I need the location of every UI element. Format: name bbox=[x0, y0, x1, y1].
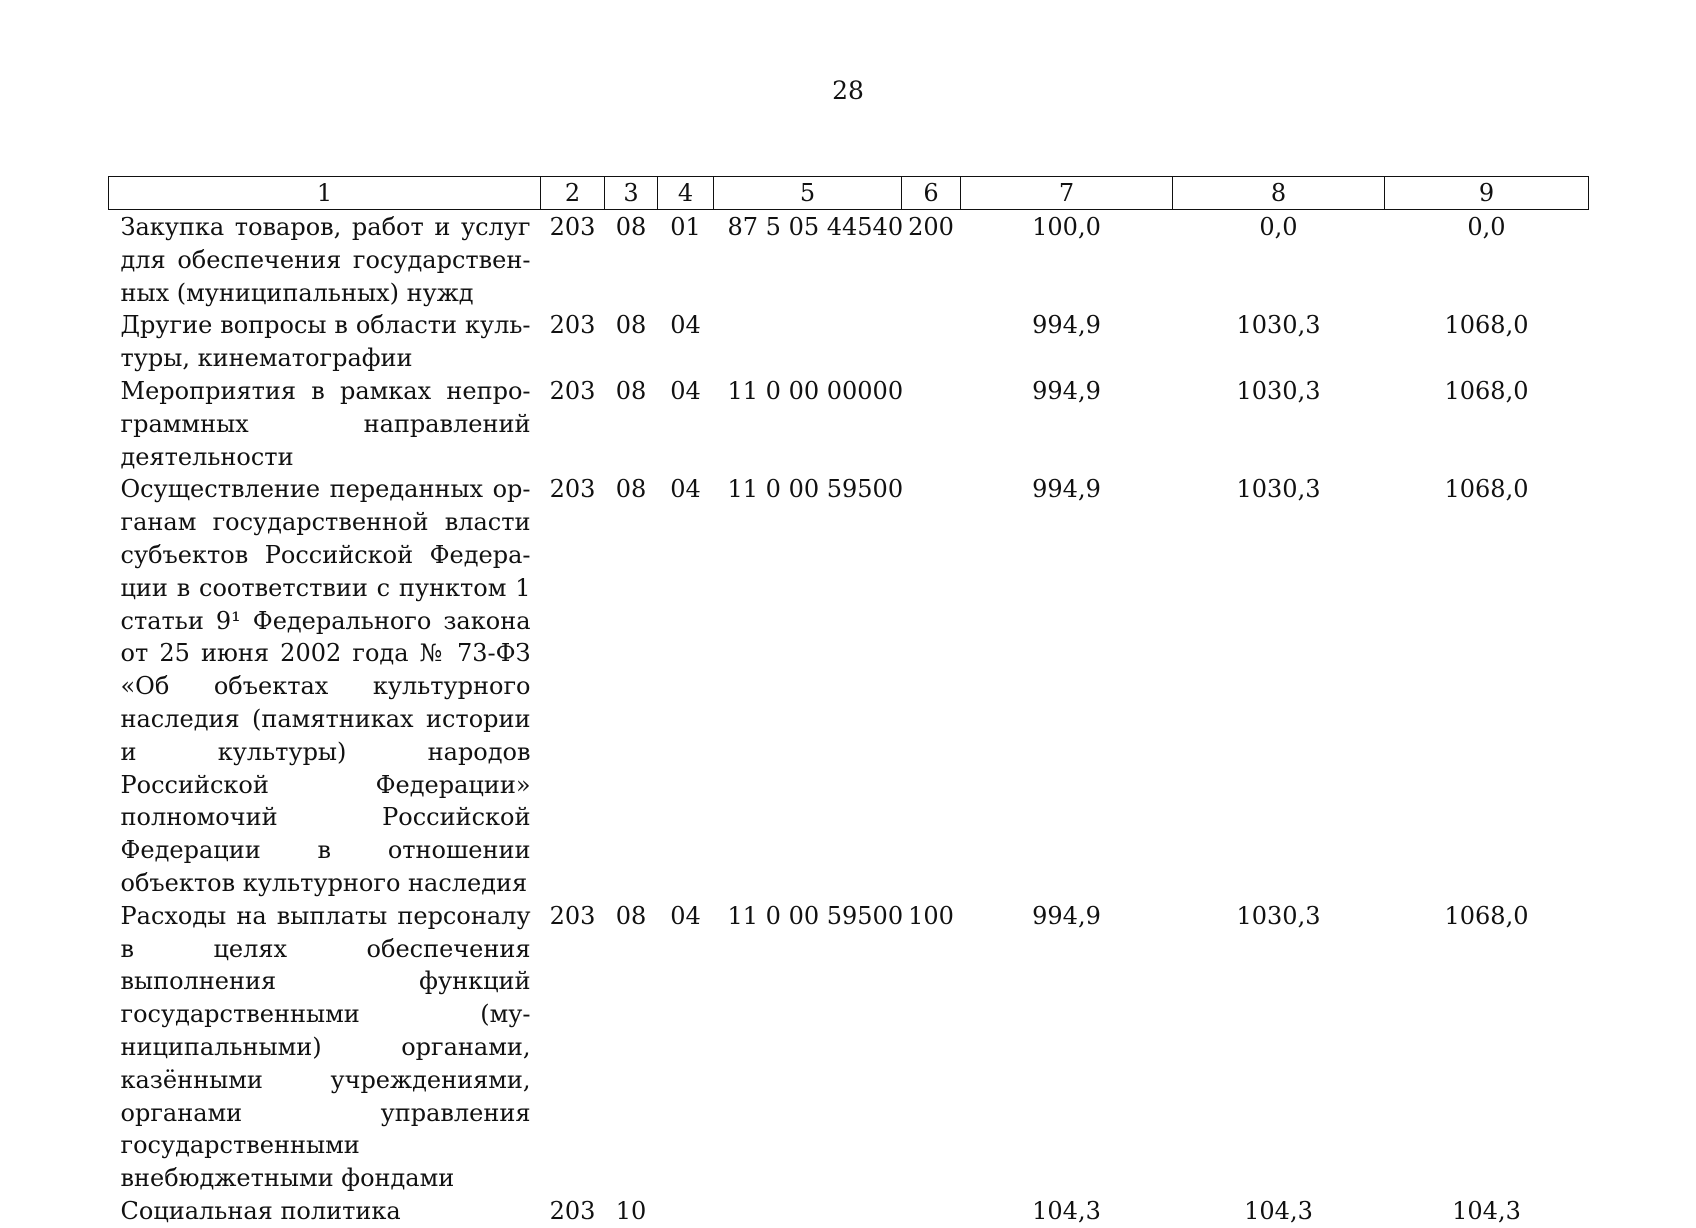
cell-col-7: 994,9 bbox=[1032, 311, 1101, 340]
cell-col-6 bbox=[902, 309, 961, 375]
cell-col-4: 04 bbox=[670, 475, 701, 504]
cell-col-5: 11 0 00 59500 bbox=[727, 901, 904, 930]
cell-col-8: 1030,3 bbox=[1236, 901, 1321, 930]
row-name: Другие вопросы в области культуры, кинематографии bbox=[120, 311, 531, 373]
row-name: Социальная политика bbox=[120, 1196, 401, 1225]
cell-col-8: 1030,3 bbox=[1236, 311, 1321, 340]
cell-col-4: 01 bbox=[670, 213, 701, 241]
cell-col-6 bbox=[902, 473, 961, 899]
cell-col-4: 04 bbox=[670, 901, 701, 930]
row-name: Мероприятия в рамках непрограммных направлений деятельности bbox=[120, 376, 531, 471]
cell-col-3: 08 bbox=[615, 213, 647, 241]
budget-table bbox=[108, 176, 1589, 1228]
header-col-3: 3 bbox=[605, 177, 658, 210]
cell-col-9: 1068,0 bbox=[1444, 901, 1529, 930]
cell-col-8: 104,3 bbox=[1244, 1196, 1313, 1225]
header-col-2: 2 bbox=[541, 177, 605, 210]
cell-col-5: 11 0 00 00000 bbox=[727, 376, 904, 405]
header-col-9: 9 bbox=[1385, 177, 1589, 210]
cell-col-3: 08 bbox=[615, 475, 647, 504]
table-row bbox=[109, 473, 1589, 899]
cell-col-3: 08 bbox=[615, 901, 647, 930]
cell-col-9: 0,0 bbox=[1467, 213, 1506, 241]
table-row bbox=[109, 210, 1589, 310]
cell-col-9: 104,3 bbox=[1452, 1196, 1521, 1225]
cell-col-7: 994,9 bbox=[1032, 901, 1101, 930]
cell-col-3: 10 bbox=[615, 1196, 647, 1225]
cell-col-7: 100,0 bbox=[1032, 213, 1101, 241]
header-col-5: 5 bbox=[714, 177, 902, 210]
cell-col-8: 0,0 bbox=[1259, 213, 1298, 241]
row-name: Осуществление переданных органам государственной власти субъектов Российской Федерации в соответствии с пунктом 1 статьи 9¹ Федерального закона от 25 июня 2002 года № 73-ФЗ «Об объектах культурного наследия (памятниках истории и культуры) народов Российской Федерации» полномочий Российской Федерации в отношении объектов культурного наследия bbox=[120, 475, 531, 897]
cell-col-8: 1030,3 bbox=[1236, 376, 1321, 405]
page-number: 28 bbox=[832, 76, 864, 105]
cell-col-9: 1068,0 bbox=[1444, 376, 1529, 405]
cell-col-3: 08 bbox=[615, 311, 647, 340]
row-name: Закупка товаров, работ и услуг для обеспечения государственных (муниципальных) нужд bbox=[120, 213, 531, 307]
cell-col-8: 1030,3 bbox=[1236, 475, 1321, 504]
cell-col-7: 104,3 bbox=[1032, 1196, 1101, 1225]
table-row bbox=[109, 900, 1589, 1195]
cell-col-9: 1068,0 bbox=[1444, 311, 1529, 340]
cell-col-2: 203 bbox=[549, 213, 596, 241]
cell-col-9: 1068,0 bbox=[1444, 475, 1529, 504]
header-col-6: 6 bbox=[902, 177, 961, 210]
cell-col-6 bbox=[902, 375, 961, 473]
cell-col-7: 994,9 bbox=[1032, 475, 1101, 504]
cell-col-3: 08 bbox=[615, 376, 647, 405]
table-row bbox=[109, 309, 1589, 375]
cell-col-2: 203 bbox=[549, 376, 596, 405]
cell-col-2: 203 bbox=[549, 311, 596, 340]
cell-col-5: 87 5 05 44540 bbox=[727, 213, 904, 241]
cell-col-5 bbox=[714, 309, 902, 375]
cell-col-2: 203 bbox=[549, 901, 596, 930]
header-col-8: 8 bbox=[1173, 177, 1385, 210]
cell-col-6: 200 bbox=[908, 213, 954, 241]
row-name: Расходы на выплаты персоналу в целях обеспечения выполнения функций государственными (муниципальными) органами, казёнными учреждениями, органами управления государственными внебюджетными фондами bbox=[120, 901, 531, 1193]
cell-col-6: 100 bbox=[908, 901, 954, 930]
cell-col-5: 11 0 00 59500 bbox=[727, 475, 904, 504]
cell-col-4: 04 bbox=[670, 376, 701, 405]
table-row bbox=[109, 375, 1589, 473]
cell-col-2: 203 bbox=[549, 1196, 596, 1225]
cell-col-2: 203 bbox=[549, 475, 596, 504]
header-row bbox=[109, 177, 1589, 210]
header-col-7: 7 bbox=[961, 177, 1173, 210]
cell-col-7: 994,9 bbox=[1032, 376, 1101, 405]
cell-col-4: 04 bbox=[670, 311, 701, 340]
header-col-4: 4 bbox=[658, 177, 714, 210]
header-col-1: 1 bbox=[109, 177, 541, 210]
